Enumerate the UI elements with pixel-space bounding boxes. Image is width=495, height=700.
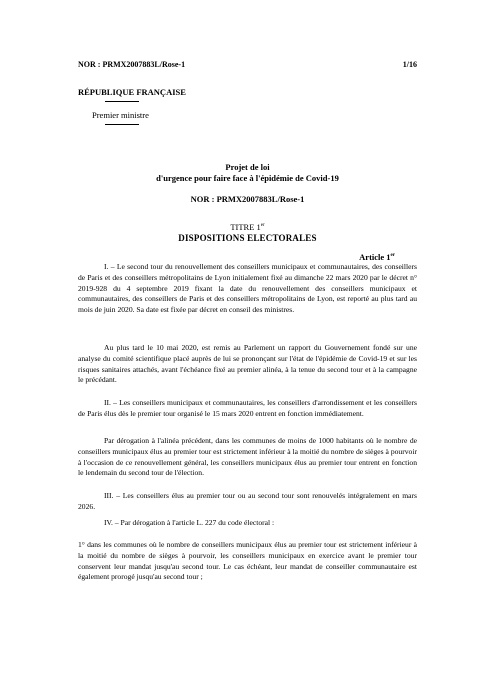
title-line1: Projet de loi <box>225 162 270 172</box>
paragraph: IV. – Par dérogation à l'article L. 227 du code électoral : <box>104 518 275 527</box>
paragraph: 1° dans les communes où le nombre de conseillers municipaux élus au premier tour est strictement inférieur à la moitié du nombre de sièges à pourvoir, les conseillers municipaux en exercice avant le premier tour conservent leur mandat jusqu'au second tour. Le cas échéant, leur mandat de conseiller communautaire est également prorogé jusqu'au second tour ; <box>78 540 417 582</box>
paragraph: Au plus tard le 10 mai 2020, est remis au Parlement un rapport du Gouvernement fondé sur une analyse du comité scientifique placé auprès de lui se prononçant sur l'état de l'épidémie de Covid-19 et sur les risques sanitaires attachés, avant l'échéance fixé au premier alinéa, à la tenue du second tour et à la campagne le précédant. <box>78 343 417 385</box>
divider <box>105 101 139 102</box>
nor-reference: NOR : PRMX2007883L/Rose-1 <box>78 60 186 69</box>
title-nor: NOR : PRMX2007883L/Rose-1 <box>190 194 305 204</box>
title-line2: d'urgence pour faire face à l'épidémie de Covid-19 <box>156 173 339 183</box>
titre-label: TITRE 1er <box>230 222 265 232</box>
paragraph: III. – Les conseillers élus au premier tour ou au second tour sont renouvelés intégralement en mars 2026. <box>78 491 417 511</box>
article-heading: Article 1er <box>359 252 395 262</box>
divider <box>105 124 139 125</box>
republique-heading: RÉPUBLIQUE FRANÇAISE <box>78 87 186 97</box>
page-number: 1/16 <box>402 60 417 69</box>
paragraph: II. – Les conseillers municipaux et communautaires, les conseillers d'arrondissement et les conseillers de Paris élus dès le premier tour organisé le 15 mars 2020 entrent en fonction immédiatement. <box>78 398 417 418</box>
titre-heading: DISPOSITIONS ELECTORALES <box>178 233 317 243</box>
page-header <box>78 60 417 69</box>
paragraph: I. – Le second tour du renouvellement des conseillers municipaux et communautaires, des conseillers de Paris et des conseillers métropolitains de Lyon initialement fixé au dimanche 22 mars 2020 par le décret n° 2019-928 du 4 septembre 2019 fixant la date du renouvellement des conseillers municipaux et communautaires, des conseillers de Paris et des conseillers métropolitains de Lyon, est reporté au plus tard au mois de juin 2020. Sa date est fixée par décret en conseil des ministres. <box>78 262 417 315</box>
premier-ministre: Premier ministre <box>92 110 149 120</box>
paragraph: Par dérogation à l'alinéa précédent, dans les communes de moins de 1000 habitants où le nombre de conseillers municipaux élus au premier tour est strictement inférieur à la moitié du nombre de sièges à pourvoir à l'occasion de ce renouvellement général, les conseillers municipaux élus au premier tour entrent en fonction le lendemain du second tour de l'élection. <box>78 436 417 478</box>
